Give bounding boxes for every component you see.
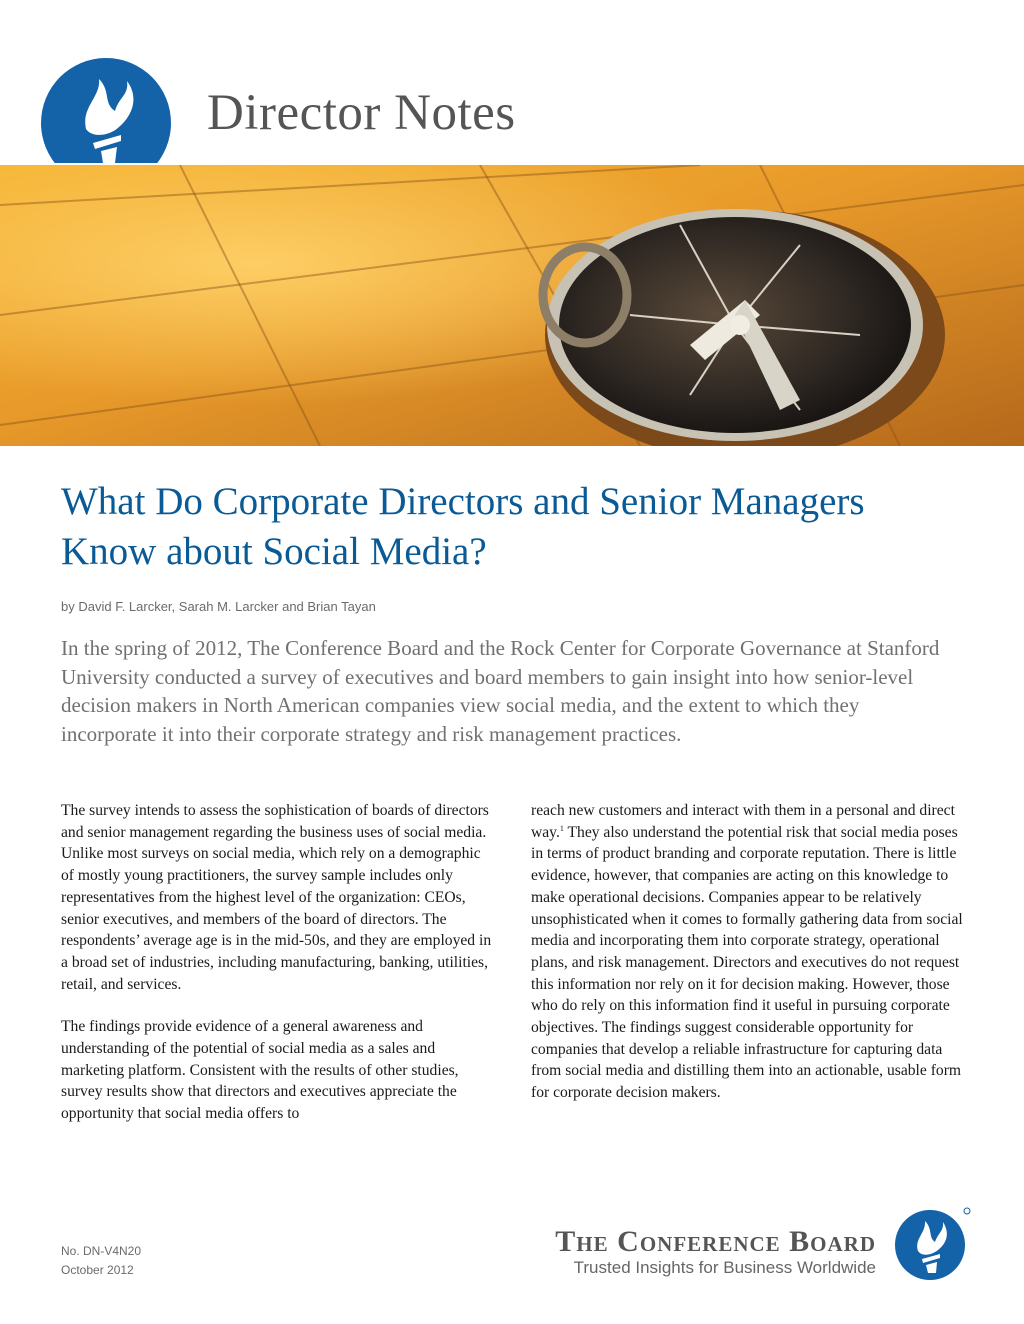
body-text: They also understand the potential risk that social media poses in terms of product branding and corporate reputation. There is little evidence, however, that companies are acting on this knowledge to make operational decisions. Companies appear to be relatively unsophisticated when it comes to formally gathering data from social media and incorporating them into corporate strategy, operational plans, and risk management. Directors and executives do not request this information nor rely on it for decision making. However, those who do rely on this information find it useful in pursuing corporate objectives. The findings suggest considerable opportunity for companies that develop a reliable infrastructure for capturing data from social media and distilling them into an actionable, usable form for corporate decision makers. xyxy=(531,823,963,1102)
body-column-left xyxy=(61,800,493,1146)
document-number: No. DN-V4N20 xyxy=(61,1244,142,1258)
organization-name: The Conference Board xyxy=(555,1225,876,1258)
torch-logo-icon xyxy=(41,57,171,163)
footnote-marker[interactable]: 1 xyxy=(559,823,564,833)
body-paragraph: The findings provide evidence of a general awareness and understanding of the potential of social media as a sales and marketing platform. Consistent with the results of other studies, survey results show that directors and executives appreciate the opportunity that social media offers to xyxy=(61,1018,459,1123)
body-paragraph: The survey intends to assess the sophistication of boards of directors and senior management regarding the business uses of social media. Unlike most surveys on social media, which rely on a demographic of mostly young practitioners, the survey sample includes only representatives from the highest level of the organization: CEOs, senior executives, and members of the board of directors. The respondents’ average age is in the mid-50s, and they are employed in a broad set of industries, including manufacturing, banking, utilities, retail, and services. xyxy=(61,802,492,993)
lead-paragraph: In the spring of 2012, The Conference Board and the Rock Center for Corporate Governance at Stanford University conducted a survey of executives and board members to gain insight into how senior-level decision makers in North American companies view social media, and the extent to which they incorporate it into their corporate strategy and risk management practices. xyxy=(61,636,940,746)
body-column-right xyxy=(531,800,963,1125)
article-title: What Do Corporate Directors and Senior Managers Know about Social Media? xyxy=(61,480,865,573)
publication-title: Director Notes xyxy=(207,85,516,141)
compass-image xyxy=(0,165,1024,446)
publication-date: October 2012 xyxy=(61,1263,134,1277)
byline: by David F. Larcker, Sarah M. Larcker and Brian Tayan xyxy=(61,599,376,614)
body-paragraph xyxy=(531,800,963,1104)
torch-logo-icon xyxy=(892,1205,972,1281)
document-info xyxy=(61,1242,141,1280)
organization-tagline: Trusted Insights for Business Worldwide xyxy=(573,1258,876,1277)
body-text: reach new customers and interact with them in a personal and direct way. xyxy=(531,802,955,841)
